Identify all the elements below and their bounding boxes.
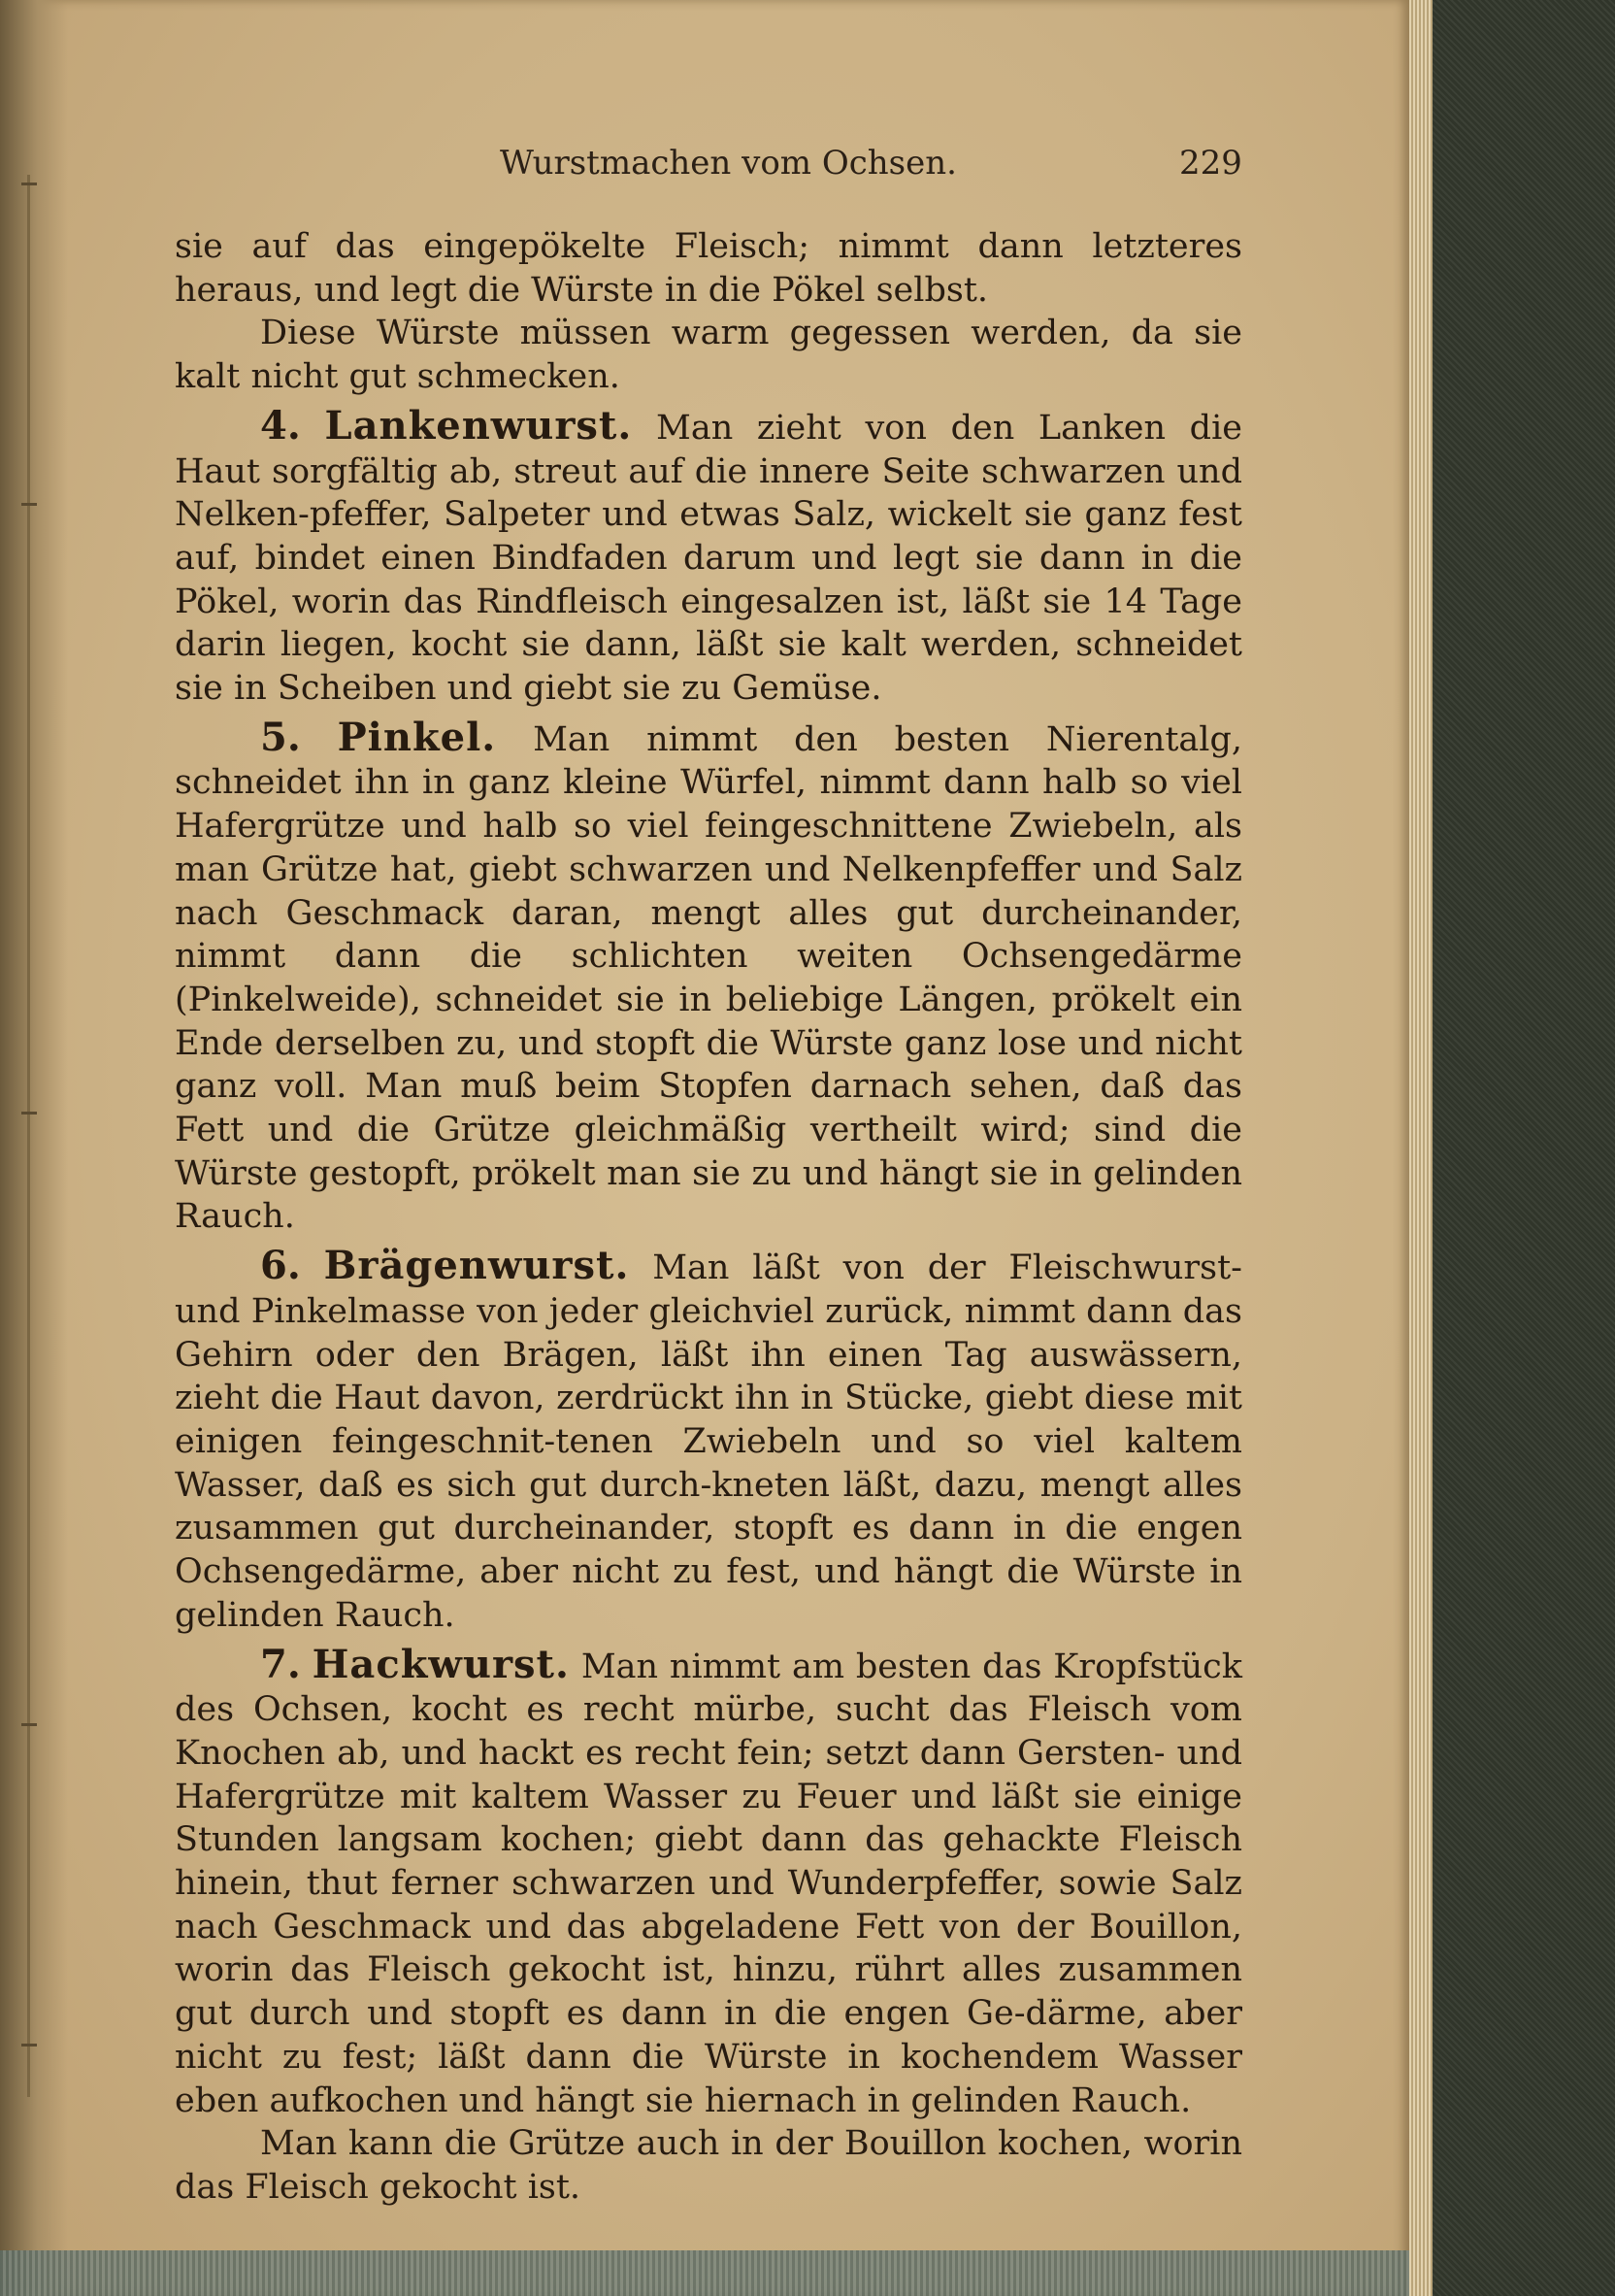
recipe-text: Man nimmt am besten das Kropfstück des Ochsen, kocht es recht mürbe, sucht das Fleisch vom Knochen ab, und hackt es recht fein; setzt dann Gersten- und Hafergrütze mit kaltem Wasser zu Feuer und läßt sie einige Stunden langsam kochen; giebt dann das gehackte Fleisch hinein, thut ferner schwarzen und Wunderpfeffer, sowie Salz nach Geschmack und das abgeladene Fett von der Bouillon, worin das Fleisch gekocht ist, hinzu, rührt alles zusammen gut durch und stopft es dann in die engen Ge-därme, aber nicht zu fest; läßt dann die Würste in kochendem Wasser eben aufkochen und hängt sie hiernach in gelinden Rauch. xyxy=(175,1647,1242,2120)
binding-mark xyxy=(21,1112,37,1115)
recipe-pinkel xyxy=(175,716,1242,1239)
recipe-braegenwurst xyxy=(175,1245,1242,1637)
recipe-title: Brägenwurst. xyxy=(323,1243,630,1289)
binding-mark xyxy=(21,183,37,185)
book-cover xyxy=(1433,0,1615,2296)
recipe-number: 7. xyxy=(260,1641,301,1687)
running-title: Wurstmachen vom Ochsen. xyxy=(500,144,957,183)
paragraph: Diese Würste müssen warm gegessen werden, da sie kalt nicht gut schmecken. xyxy=(175,314,1242,397)
page-header xyxy=(175,144,1242,192)
page-number: 229 xyxy=(1179,144,1242,183)
bottom-edge xyxy=(0,2250,1409,2296)
recipe-number: 4. xyxy=(260,402,301,449)
recipe-text: Man läßt von der Fleischwurst- und Pinkelmasse von jeder gleichviel zurück, nimmt dann das Gehirn oder den Brägen, läßt ihn einen Tag auswässern, zieht die Haut davon, zerdrückt ihn in Stücke, giebt diese mit einigen feingeschnit-tenen Zwiebeln und so viel kaltem Wasser, daß es sich gut durch-kneten läßt, dazu, mengt alles zusammen gut durcheinander, stopft es dann in die engen Ochsengedärme, aber nicht zu fest, und hängt die Würste in gelinden Rauch. xyxy=(175,1248,1242,1635)
binding-mark xyxy=(21,1723,37,1726)
recipe-text: Man zieht von den Lanken die Haut sorgfältig ab, streut auf die innere Seite schwarzen und Nelken-pfeffer, Salpeter und etwas Salz, wickelt sie ganz fest auf, bindet einen Bindfaden darum und legt sie dann in die Pökel, worin das Rindfleisch eingesalzen ist, läßt sie 14 Tage darin liegen, kocht sie dann, läßt sie kalt werden, schneidet sie in Scheiben und giebt sie zu Gemüse. xyxy=(175,408,1242,709)
recipe-title: Lankenwurst. xyxy=(324,402,633,449)
binding-mark xyxy=(21,2044,37,2046)
gutter-rule xyxy=(27,175,30,2097)
recipe-title: Pinkel. xyxy=(337,714,497,760)
recipe-lankenwurst xyxy=(175,402,1242,711)
recipe-text: Man nimmt den besten Nierentalg, schneidet ihn in ganz kleine Würfel, nimmt dann halb so viel Hafergrütze und halb so viel feingeschnittene Zwiebeln, als man Grütze hat, giebt schwarzen und Nelkenpfeffer und Salz nach Geschmack daran, mengt alles gut durcheinander, nimmt dann die schlichten weiten Ochsengedärme (Pinkelweide), schneidet sie in beliebige Längen, prökelt ein Ende derselben zu, und stopft die Würste ganz lose und nicht ganz voll. Man muß beim Stopfen darnach sehen, daß das Fett und die Grütze gleichmäßig vertheilt wird; sind die Würste gestopft, prökelt man sie zu und hängt sie in gelinden Rauch. xyxy=(175,719,1242,1237)
recipe-number: 6. xyxy=(260,1243,301,1289)
paragraph: Man kann die Grütze auch in der Bouillon kochen, worin das Fleisch gekocht ist. xyxy=(175,2124,1242,2207)
recipe-hackwurst xyxy=(175,1641,1242,2123)
page-gutter xyxy=(0,0,68,2296)
page-body xyxy=(175,225,1242,2210)
binding-mark xyxy=(21,503,37,506)
recipe-number: 5. xyxy=(260,714,301,760)
recipe-title: Hackwurst. xyxy=(312,1641,570,1687)
paragraph: sie auf das eingepökelte Fleisch; nimmt dann letzteres heraus, und legt die Würste in die Pökel selbst. xyxy=(175,227,1242,310)
page-edges xyxy=(1409,0,1433,2296)
